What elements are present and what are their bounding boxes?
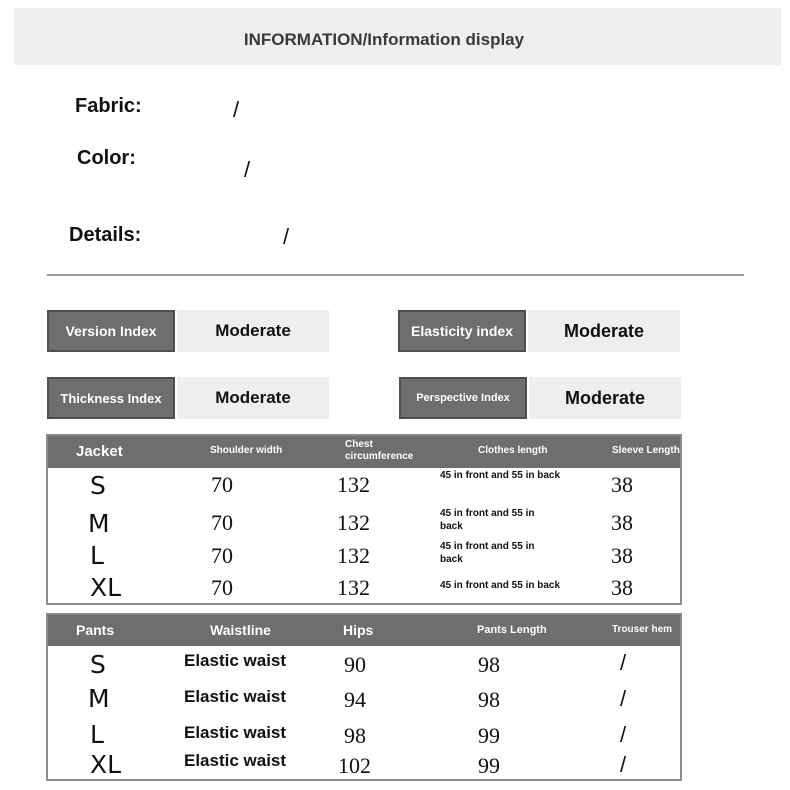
elasticity-index-label: Elasticity index bbox=[398, 310, 526, 352]
pants-hips-m: 94 bbox=[344, 687, 366, 712]
pants-hips-xl: 102 bbox=[338, 753, 371, 778]
jacket-sleeve-m: 38 bbox=[611, 510, 633, 535]
jacket-sleeve-xl: 38 bbox=[611, 575, 633, 600]
pants-length-xl: 99 bbox=[478, 753, 500, 778]
color-value: / bbox=[244, 157, 251, 182]
jacket-length-m: 45 in front and 55 in back bbox=[440, 508, 535, 532]
chest-circumference-header: Chest circumference bbox=[345, 439, 414, 462]
jacket-sleeve-s: 38 bbox=[611, 472, 633, 497]
pants-hem-xl: / bbox=[620, 752, 627, 777]
jacket-sleeve-l: 38 bbox=[611, 543, 633, 568]
pants-length-l: 99 bbox=[478, 723, 500, 748]
pants-hips-l: 98 bbox=[344, 723, 366, 748]
section-divider bbox=[47, 274, 744, 276]
trouser-hem-header: Trouser hem bbox=[612, 624, 673, 635]
jacket-chest-xl: 132 bbox=[337, 575, 370, 600]
details-value: / bbox=[283, 224, 290, 249]
color-label: Color: bbox=[77, 147, 136, 169]
thickness-index-value: Moderate bbox=[177, 377, 329, 419]
jacket-length-l: 45 in front and 55 in back bbox=[440, 541, 535, 565]
jacket-header: Jacket bbox=[76, 443, 123, 460]
jacket-shoulder-xl: 70 bbox=[211, 575, 233, 600]
jacket-size-m: M bbox=[88, 509, 110, 538]
hips-header: Hips bbox=[343, 622, 374, 638]
pants-size-l: L bbox=[90, 720, 104, 749]
version-index-value: Moderate bbox=[177, 310, 329, 352]
waistline-header: Waistline bbox=[210, 622, 271, 638]
jacket-chest-l: 132 bbox=[337, 543, 370, 568]
header-banner bbox=[14, 8, 781, 65]
jacket-chest-m: 132 bbox=[337, 510, 370, 535]
jacket-length-xl: 45 in front and 55 in back bbox=[440, 580, 561, 591]
jacket-size-s: S bbox=[90, 471, 106, 500]
fabric-label: Fabric: bbox=[75, 95, 142, 117]
jacket-shoulder-l: 70 bbox=[211, 543, 233, 568]
pants-header: Pants bbox=[76, 622, 115, 638]
shoulder-width-header: Shoulder width bbox=[210, 445, 283, 456]
pants-length-s: 98 bbox=[478, 652, 500, 677]
perspective-index-label: Perspective Index bbox=[399, 377, 527, 419]
pants-length-header: Pants Length bbox=[477, 624, 547, 636]
pants-hem-l: / bbox=[620, 722, 627, 747]
jacket-chest-s: 132 bbox=[337, 472, 370, 497]
jacket-length-s: 45 in front and 55 in back bbox=[440, 470, 561, 481]
elasticity-index-value: Moderate bbox=[528, 310, 680, 352]
jacket-shoulder-s: 70 bbox=[211, 472, 233, 497]
pants-length-m: 98 bbox=[478, 687, 500, 712]
jacket-size-l: L bbox=[90, 541, 104, 570]
pants-hips-s: 90 bbox=[344, 652, 366, 677]
pants-waist-xl: Elastic waist bbox=[184, 751, 287, 770]
fabric-value: / bbox=[233, 97, 240, 122]
page-title: INFORMATION/Information display bbox=[243, 30, 525, 49]
sleeve-length-header: Sleeve Length bbox=[612, 445, 680, 456]
pants-size-m: M bbox=[88, 684, 110, 713]
clothes-length-header: Clothes length bbox=[478, 445, 548, 456]
pants-size-table bbox=[46, 613, 682, 781]
version-index-label: Version Index bbox=[47, 310, 175, 352]
jacket-size-xl: XL bbox=[90, 573, 122, 602]
details-label: Details: bbox=[69, 224, 142, 246]
pants-hem-s: / bbox=[620, 650, 627, 675]
jacket-shoulder-m: 70 bbox=[211, 510, 233, 535]
pants-hem-m: / bbox=[620, 686, 627, 711]
jacket-size-table bbox=[46, 434, 682, 605]
pants-waist-s: Elastic waist bbox=[184, 651, 287, 670]
pants-waist-l: Elastic waist bbox=[184, 723, 287, 742]
thickness-index-label: Thickness Index bbox=[47, 377, 175, 419]
pants-size-xl: XL bbox=[90, 750, 122, 779]
pants-waist-m: Elastic waist bbox=[184, 687, 287, 706]
pants-size-s: S bbox=[90, 650, 106, 679]
perspective-index-value: Moderate bbox=[529, 377, 681, 419]
pants-table-header bbox=[48, 615, 680, 646]
jacket-table-header bbox=[48, 436, 680, 468]
